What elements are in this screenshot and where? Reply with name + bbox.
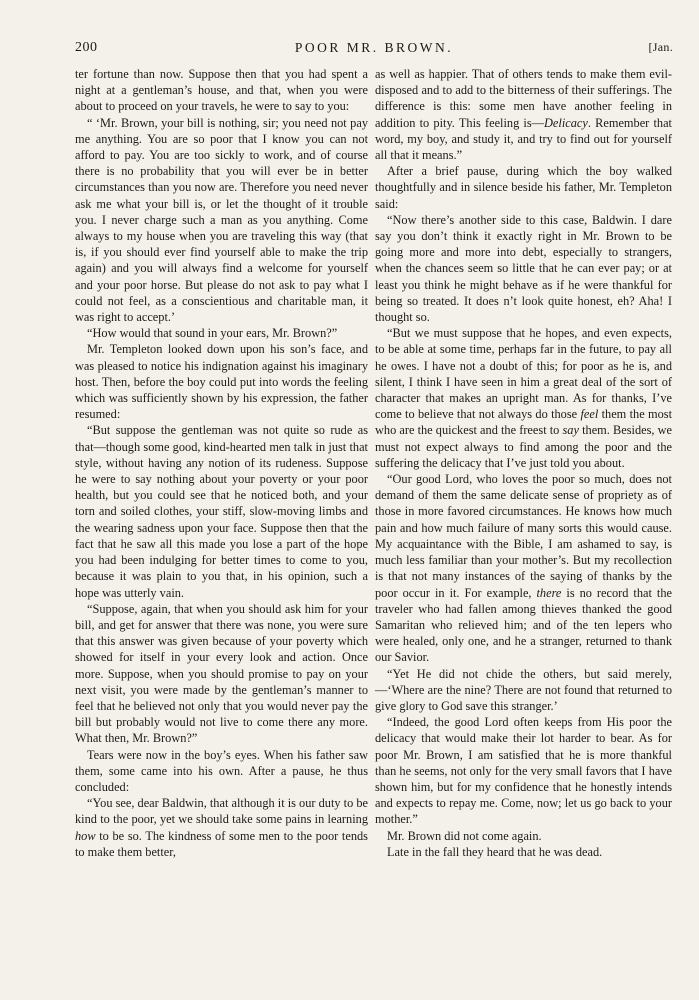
paragraph xyxy=(75,795,368,860)
paragraph: Tears were now in the boy’s eyes. When his father saw them, some came into his own. After a pause, he thus concluded: xyxy=(75,747,368,794)
paragraph xyxy=(375,66,672,163)
text-run: . Remember that word, my boy, and study it, and try to find out for yourself all that it means.” xyxy=(375,115,672,163)
paragraph: Late in the fall they heard that he was dead. xyxy=(387,844,603,859)
paragraph xyxy=(375,471,672,665)
emphasis: there xyxy=(536,585,562,600)
emphasis: Delicacy xyxy=(544,115,588,130)
emphasis: how xyxy=(75,828,96,843)
paragraph: ter fortune than now. Suppose then that you had spent a night at a gentleman’s house, and that, when you were about to proceed on your travels, he were to say to you: xyxy=(75,67,368,114)
text-run: as well as happier. That of others tends to make them evil-disposed and to add to the bitterness of their sufferings. The difference is this: some men have another feeling in addition to pity. This feeling is— xyxy=(375,67,672,130)
paragraph: “But suppose the gentleman was not quite so rude as that—though some good, kind-hearted men talk in just that style, without having any notion of its rudeness. Suppose he were to say nothing about your poverty or your poor health, but you could see that he noticed both, and your torn and soiled clothes, your stiff, slow-moving limbs and the wearing sadness upon your face. Suppose then that the fact that he saw all this made you lose a part of the hope you had been indulging for better times to come to you, because it was plain to you that, in his opinion, such a hope was utterly vain. xyxy=(75,423,368,600)
paragraph xyxy=(375,325,672,471)
text-run: “But we must suppose that he hopes, and even expects, to be able at some time, perhaps far in the future, to pay all he owes. I have not a doubt of this; for poor as he is, and silent, I think I have seen in him a great deal of the sort of character that makes an upright man. As for thanks, I’ve come to believe that not always do those xyxy=(375,326,672,422)
right-column xyxy=(375,66,672,860)
paragraph: “How would that sound in your ears, Mr. Brown?” xyxy=(87,326,338,341)
text-run: is no record that the traveler who had fallen among thieves thanked the good Samaritan who relieved him; and of the ten lepers who were healed, only one, and he a stranger, returned to thank our Savior. xyxy=(375,585,672,665)
paragraph: After a brief pause, during which the boy walked thoughtfully and in silence beside his father, Mr. Templeton said: xyxy=(375,164,672,211)
running-title: POOR MR. BROWN. xyxy=(294,40,454,55)
paragraph: “ ‘Mr. Brown, your bill is nothing, sir; you need not pay me anything. You are so poor that I know you can not afford to pay. You are too sickly to work, and of course there is no probability that you will ever be in better circumstances than you now are. Therefore you need never ask me what your bill is, or let the thought of it trouble you. I never charge such a man as you anything. Come always to my house when you are traveling this way (that is, if you should ever find yourself able to make the trip again) and you will always find a welcome for yourself and your poor horse. But please do not ask to pay what I could not feel, as a conscientious and charitable man, it was right to accept.’ xyxy=(75,115,368,325)
text-run: “Our good Lord, who loves the poor so much, does not demand of them the same delicate sense of propriety as of those in more favored circumstances. He knows how much pain and how much failure of many sorts this would cause. My acquaintance with the Bible, I am ashamed to say, is much less familiar than your mother’s. But my recollection is that not many instances of the saying of thanks by the poor occur in it. For example, xyxy=(375,472,672,600)
text-run: them the most who are the quickest and the freest to xyxy=(375,407,672,438)
text-run: “You see, dear Baldwin, that although it is our duty to be kind to the poor, yet we should take some pains in learning xyxy=(75,796,368,827)
text-run: to be so. The kindness of some men to the poor tends to make them better, xyxy=(75,828,368,859)
page-number: 200 xyxy=(75,40,98,55)
paragraph: “Indeed, the good Lord often keeps from His poor the delicacy that would make their lot harder to bear. As for poor Mr. Brown, I am satisfied that he is more thankful than he seems, not only for the very small favors that I have shown him, but for my confidence that he honestly intends and expects to repay me. Come, now; let us go back to your mother.” xyxy=(375,715,672,827)
emphasis: say xyxy=(562,423,579,438)
paragraph: “Suppose, again, that when you should ask him for your bill, and get for answer that there was none, you were sure that this answer was given because of your poverty which showed for itself in your every look and action. Once more. Suppose, when you should promise to pay on your next visit, you were made by the gentleman’s manner to feel that he believed not only that you would never pay the bill but probably would not live to come there any more. What then, Mr. Brown?” xyxy=(75,601,368,746)
text-run: them. Besides, we must not expect always to find among the poor and the suffering the delicacy that I’ve just told you about. xyxy=(375,423,673,470)
paragraph: Mr. Templeton looked down upon his son’s face, and was pleased to notice his indignation against his imaginary host. Then, before the boy could put into words the feeling which was sufficiently shown by his expression, the father resumed: xyxy=(75,342,368,422)
issue-month: [Jan. xyxy=(648,40,673,54)
emphasis: feel xyxy=(580,407,599,422)
paragraph: “Yet He did not chide the others, but said merely,—‘Where are the nine? There are not found that returned to give glory to God save this stranger.’ xyxy=(375,666,672,713)
running-header xyxy=(75,40,673,60)
left-column xyxy=(75,66,368,860)
paragraph: “Now there’s another side to this case, Baldwin. I dare say you don’t think it exactly right in Mr. Brown to be going more and more into debt, especially to strangers, when the chances seem so little that he can ever pay; or at least you think he might behave as if he were thankful for being so treated. It does n’t look quite honest, eh? Aha! I thought so. xyxy=(375,212,672,325)
paragraph: Mr. Brown did not come again. xyxy=(387,828,542,843)
